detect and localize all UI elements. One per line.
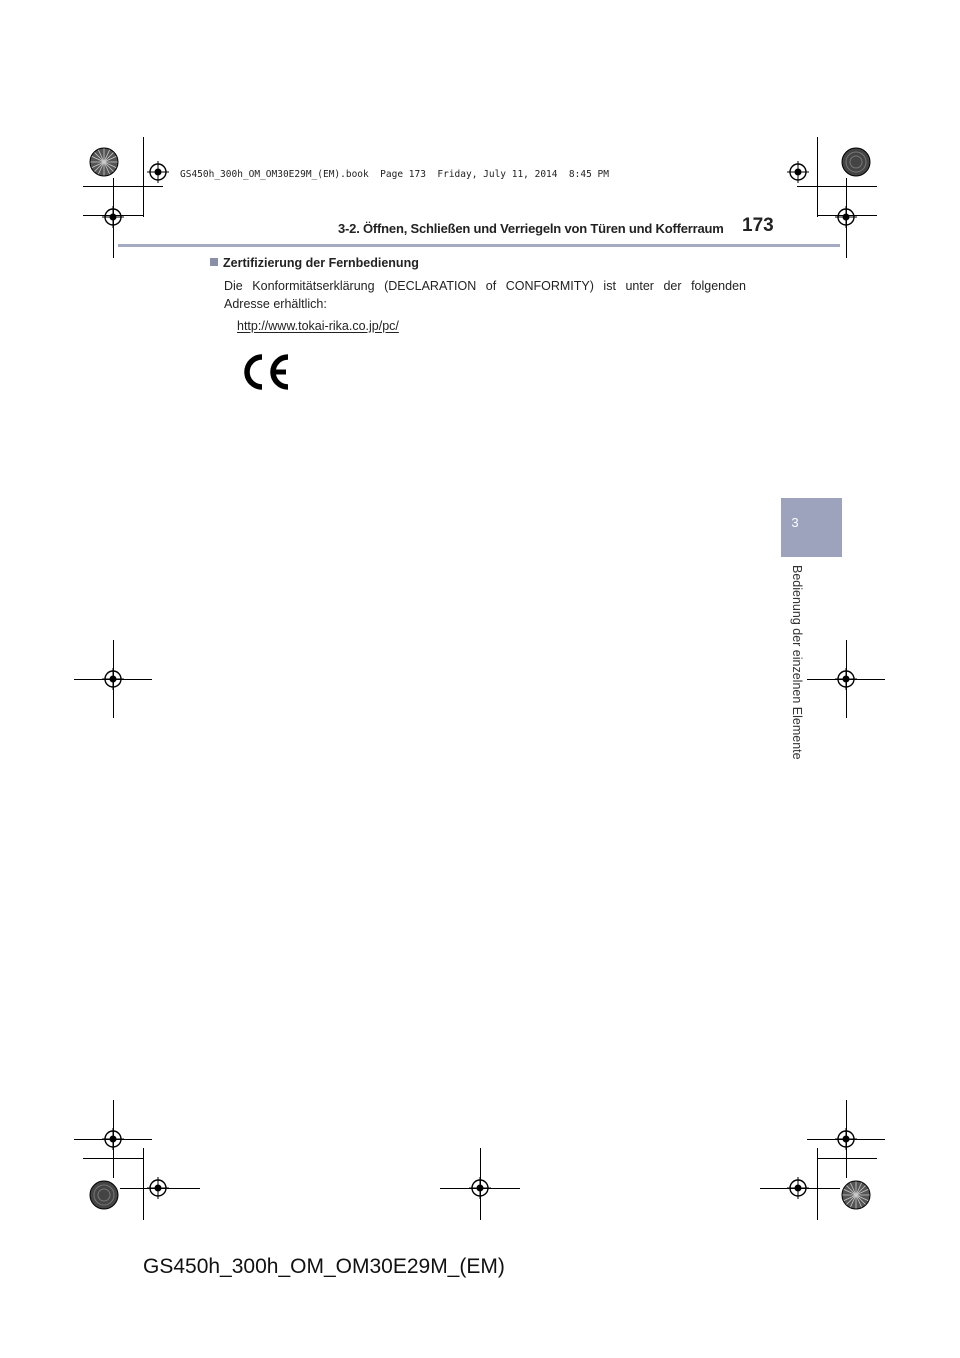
registration-mark-icon xyxy=(835,206,857,228)
registration-mark-icon xyxy=(469,1177,491,1199)
registration-mark-icon xyxy=(102,206,124,228)
conformity-url-link[interactable]: http://www.tokai-rika.co.jp/pc/ xyxy=(237,319,399,333)
print-info: GS450h_300h_OM_OM30E29M_(EM).book Page 173 Friday, July 11, 2014 8:45 PM xyxy=(180,169,609,180)
registration-mark-icon xyxy=(102,668,124,690)
registration-mark-icon xyxy=(787,1177,809,1199)
registration-mark-icon xyxy=(147,161,169,183)
star-target-icon xyxy=(89,1180,119,1210)
star-target-icon xyxy=(841,1180,871,1210)
section-heading xyxy=(210,256,419,270)
registration-mark-icon xyxy=(835,1128,857,1150)
document-code: GS450h_300h_OM_OM30E29M_(EM) xyxy=(143,1255,505,1278)
header-divider xyxy=(118,244,840,247)
body-paragraph xyxy=(224,278,746,313)
star-target-icon xyxy=(841,147,871,177)
registration-mark-icon xyxy=(835,668,857,690)
ce-mark-icon xyxy=(238,353,292,391)
registration-mark-icon xyxy=(787,161,809,183)
chapter-label: Bedienung der einzelnen Elemente xyxy=(790,565,804,760)
page-number: 173 xyxy=(742,215,774,236)
chapter-number: 3 xyxy=(791,515,799,530)
square-bullet-icon xyxy=(210,258,218,266)
section-heading-text: Zertifizierung der Fernbedienung xyxy=(223,256,419,270)
chapter-tab xyxy=(781,498,842,557)
section-header-title: 3-2. Öffnen, Schließen und Verriegeln von Türen und Kofferraum xyxy=(338,221,724,236)
registration-mark-icon xyxy=(102,1128,124,1150)
body-line: Adresse erhältlich: xyxy=(224,296,327,311)
star-target-icon xyxy=(89,147,119,177)
body-line: Die Konformitätserklärung (DECLARATION of CONFORMITY) ist unter der folgenden xyxy=(224,279,746,293)
registration-mark-icon xyxy=(147,1177,169,1199)
